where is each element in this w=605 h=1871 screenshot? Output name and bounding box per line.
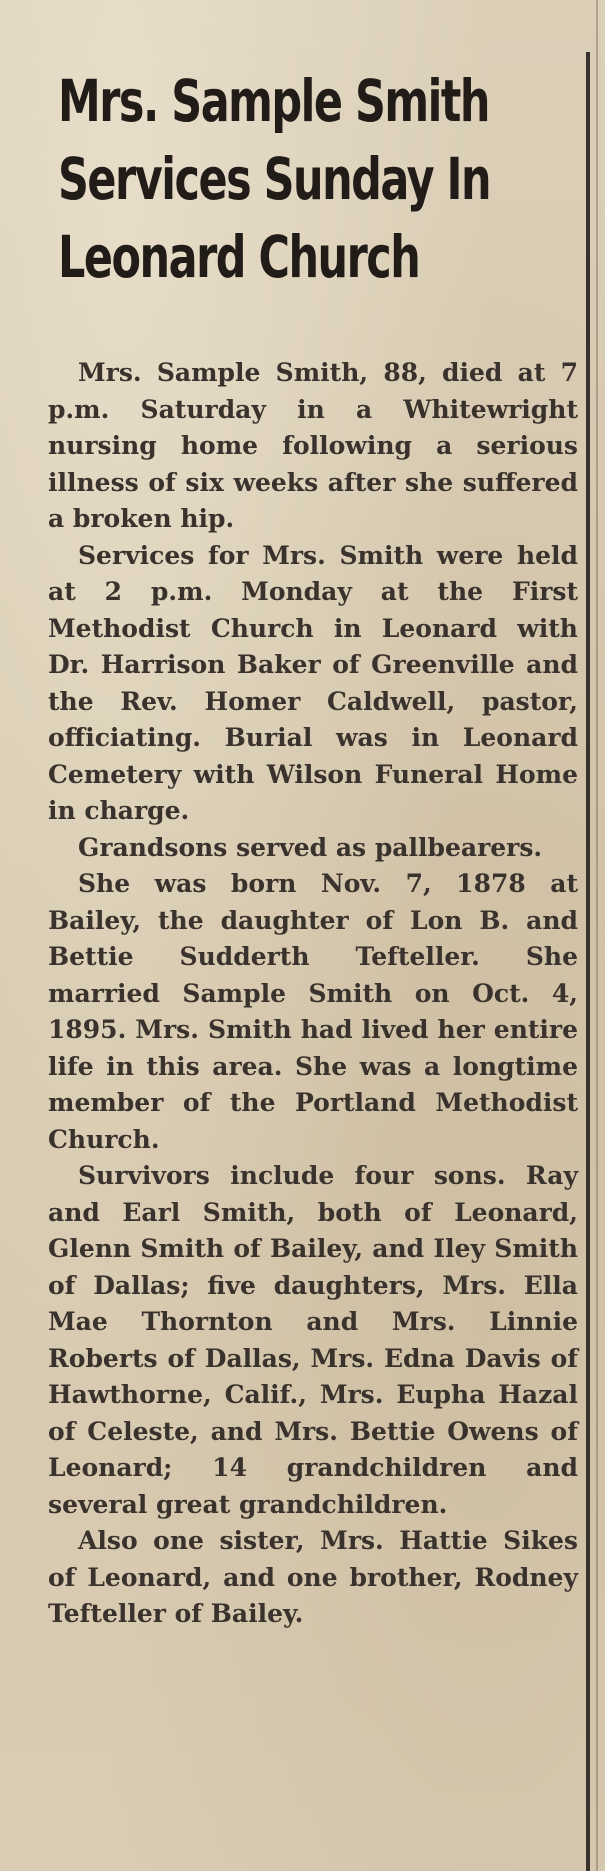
paragraph-death-notice: Mrs. Sample Smith, 88, died at 7 p.m. Saturday in a Whitewright nursing home following a serious illness of six weeks after she suffered a broken hip. (48, 358, 578, 533)
article-body (48, 355, 578, 1633)
paragraph-biography: She was born Nov. 7, 1878 at Bailey, the daughter of Lon B. and Bettie Sudderth Tefteller. She married Sample Smith on Oct. 4, 1895. Mrs. Smith had lived her entire life in this area. She was a longtime member of the Portland Methodist Church. (48, 869, 578, 1154)
headline (58, 62, 491, 296)
paragraph-services: Services for Mrs. Smith were held at 2 p.m. Monday at the First Methodist Church in Leonard with Dr. Harrison Baker of Greenville and the Rev. Homer Caldwell, pastor, officiating. Burial was in Leonard Cemetery with Wilson Funeral Home in charge. (48, 540, 578, 825)
headline-line-3: Leonard Church (58, 223, 420, 291)
page-edge-rule (596, 0, 598, 1871)
paragraph-survivors: Survivors include four sons. Ray and Earl Smith, both of Leonard, Glenn Smith of Bailey, and Iley Smith of Dallas; five daughters, Mrs. Ella Mae Thornton and Mrs. Linnie Roberts of Dallas, Mrs. Edna Davis of Hawthorne, Calif., Mrs. Eupha Hazal of Celeste, and Mrs. Bettie Owens of Leonard; 14 grandchildren and several great grandchildren. (48, 1161, 578, 1519)
headline-line-1: Mrs. Sample Smith (58, 67, 490, 135)
paragraph-siblings: Also one sister, Mrs. Hattie Sikes of Leonard, and one brother, Rodney Tefteller of Bailey. (48, 1526, 578, 1628)
headline-line-2: Services Sunday In (58, 145, 491, 213)
column-rule (586, 52, 590, 1871)
paragraph-pallbearers: Grandsons served as pallbearers. (78, 832, 543, 862)
